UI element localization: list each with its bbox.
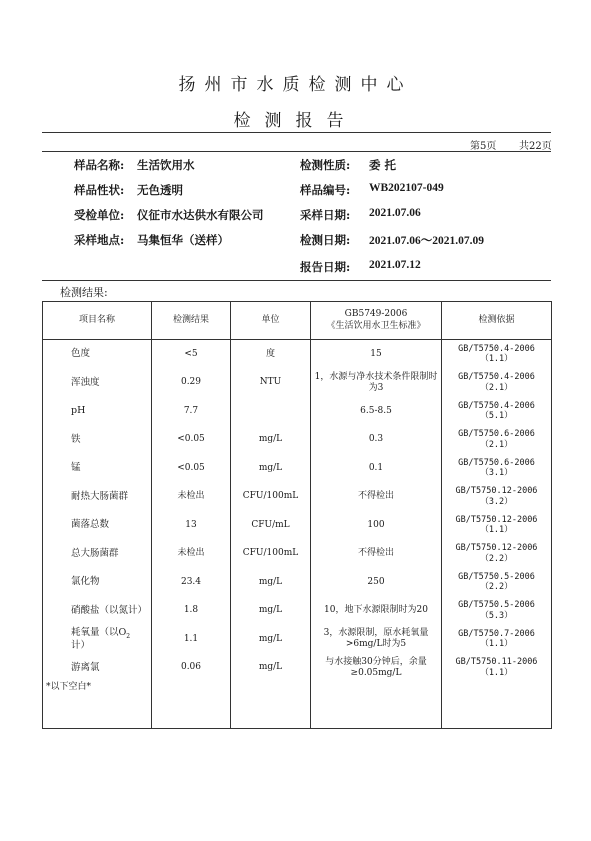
limit-value: 3，水源限制，原水耗氧量>6mg/L时为5 bbox=[311, 625, 442, 654]
result-value: 13 bbox=[152, 511, 231, 540]
limit-value: 1，水源与净水技术条件限制时为3 bbox=[311, 369, 442, 398]
unit-value: mg/L bbox=[231, 426, 311, 455]
blank-row bbox=[43, 682, 552, 729]
item-name: 锰 bbox=[43, 454, 152, 483]
limit-value: 0.1 bbox=[311, 454, 442, 483]
unit-value: CFU/100mL bbox=[231, 540, 311, 569]
standard-name: 《生活饮用水卫生标准》 bbox=[326, 320, 426, 331]
item-name-prefix: 耗氧量（以O bbox=[71, 626, 127, 638]
col-header-standard bbox=[311, 302, 442, 340]
client-value: 仪征市水达供水有限公司 bbox=[137, 208, 264, 222]
report-date-value: 2021.07.12 bbox=[369, 259, 421, 271]
basis-value: GB/T5750.5-2006（2.2） bbox=[442, 568, 552, 597]
unit-value: mg/L bbox=[231, 568, 311, 597]
item-name: 铁 bbox=[43, 426, 152, 455]
basis-value: GB/T5750.12-2006（3.2） bbox=[442, 483, 552, 512]
col-header-result: 检测结果 bbox=[152, 302, 231, 340]
unit-value bbox=[231, 397, 311, 426]
limit-value: 不得检出 bbox=[311, 483, 442, 512]
table-row bbox=[43, 597, 552, 626]
unit-value: mg/L bbox=[231, 654, 311, 683]
result-value: <0.05 bbox=[152, 454, 231, 483]
nature-label: 检测性质: bbox=[300, 158, 351, 172]
sample-no-value: WB202107-049 bbox=[369, 182, 444, 194]
table-row bbox=[43, 654, 552, 683]
page-number: 第5页 bbox=[470, 141, 497, 152]
item-name: 耐热大肠菌群 bbox=[43, 483, 152, 512]
sampling-date-label: 采样日期: bbox=[300, 208, 351, 222]
sample-state-label: 样品性状: bbox=[74, 183, 125, 197]
result-value: <5 bbox=[152, 340, 231, 369]
unit-value: NTU bbox=[231, 369, 311, 398]
table-row bbox=[43, 397, 552, 426]
results-section-label: 检测结果: bbox=[60, 286, 108, 299]
item-name: 菌落总数 bbox=[43, 511, 152, 540]
table-row bbox=[43, 625, 552, 654]
result-value: 7.7 bbox=[152, 397, 231, 426]
item-name: 色度 bbox=[43, 340, 152, 369]
result-value: 未检出 bbox=[152, 540, 231, 569]
item-name-suffix: 计） bbox=[71, 640, 91, 651]
footnote-blank: *以下空白* bbox=[43, 682, 152, 729]
basis-value: GB/T5750.6-2006（2.1） bbox=[442, 426, 552, 455]
doc-title: 检测报告 bbox=[233, 111, 358, 131]
table-row bbox=[43, 511, 552, 540]
basis-value: GB/T5750.12-2006（2.2） bbox=[442, 540, 552, 569]
table-row bbox=[43, 483, 552, 512]
test-date-label: 检测日期: bbox=[300, 233, 351, 247]
limit-value: 不得检出 bbox=[311, 540, 442, 569]
basis-value: GB/T5750.6-2006（3.1） bbox=[442, 454, 552, 483]
table-row bbox=[43, 426, 552, 455]
report-date-label: 报告日期: bbox=[300, 260, 351, 274]
limit-value: 250 bbox=[311, 568, 442, 597]
item-name bbox=[43, 625, 152, 654]
item-name: 硝酸盐（以氮计） bbox=[43, 597, 152, 626]
empty-cell bbox=[311, 682, 442, 729]
org-title: 扬州市水质检测中心 bbox=[178, 75, 413, 95]
limit-value: 与水接触30分钟后，余量≥0.05mg/L bbox=[311, 654, 442, 683]
result-value: 0.06 bbox=[152, 654, 231, 683]
item-name-subscript: 2 bbox=[126, 632, 131, 640]
unit-value: mg/L bbox=[231, 625, 311, 654]
basis-value: GB/T5750.4-2006（5.1） bbox=[442, 397, 552, 426]
table-row bbox=[43, 568, 552, 597]
limit-value: 15 bbox=[311, 340, 442, 369]
results-header-row bbox=[43, 302, 552, 340]
standard-code: GB5749-2006 bbox=[344, 309, 408, 320]
item-name: 浑浊度 bbox=[43, 369, 152, 398]
unit-value: CFU/mL bbox=[231, 511, 311, 540]
results-table bbox=[42, 301, 552, 729]
basis-value: GB/T5750.11-2006（1.1） bbox=[442, 654, 552, 683]
limit-value: 0.3 bbox=[311, 426, 442, 455]
result-value: 0.29 bbox=[152, 369, 231, 398]
sample-name-value: 生活饮用水 bbox=[137, 158, 195, 172]
result-value: 1.8 bbox=[152, 597, 231, 626]
unit-value: mg/L bbox=[231, 597, 311, 626]
col-header-basis: 检测依据 bbox=[442, 302, 552, 340]
table-row bbox=[43, 340, 552, 369]
result-value: 1.1 bbox=[152, 625, 231, 654]
basis-value: GB/T5750.4-2006（2.1） bbox=[442, 369, 552, 398]
page-divider bbox=[42, 151, 551, 152]
sample-no-label: 样品编号: bbox=[300, 183, 351, 197]
table-row bbox=[43, 369, 552, 398]
empty-cell bbox=[231, 682, 311, 729]
sampling-date-value: 2021.07.06 bbox=[369, 207, 421, 219]
item-name: pH bbox=[43, 397, 152, 426]
basis-value: GB/T5750.12-2006（1.1） bbox=[442, 511, 552, 540]
basis-value: GB/T5750.7-2006（1.1） bbox=[442, 625, 552, 654]
sample-state-value: 无色透明 bbox=[137, 183, 183, 197]
sample-name-label: 样品名称: bbox=[74, 158, 125, 172]
empty-cell bbox=[152, 682, 231, 729]
test-date-value: 2021.07.06～2021.07.09 bbox=[369, 235, 484, 247]
location-value: 马集恒华（送样） bbox=[137, 233, 229, 247]
table-row bbox=[43, 540, 552, 569]
header-divider bbox=[42, 132, 551, 133]
limit-value: 6.5-8.5 bbox=[311, 397, 442, 426]
limit-value: 100 bbox=[311, 511, 442, 540]
client-label: 受检单位: bbox=[74, 208, 125, 222]
item-name: 游离氯 bbox=[43, 654, 152, 683]
results-divider bbox=[42, 280, 551, 281]
result-value: 未检出 bbox=[152, 483, 231, 512]
item-name: 总大肠菌群 bbox=[43, 540, 152, 569]
unit-value: mg/L bbox=[231, 454, 311, 483]
col-header-unit: 单位 bbox=[231, 302, 311, 340]
empty-cell bbox=[442, 682, 552, 729]
table-row bbox=[43, 454, 552, 483]
result-value: 23.4 bbox=[152, 568, 231, 597]
limit-value: 10，地下水源限制时为20 bbox=[311, 597, 442, 626]
col-header-item: 项目名称 bbox=[43, 302, 152, 340]
page-total: 共22页 bbox=[519, 141, 552, 152]
unit-value: CFU/100mL bbox=[231, 483, 311, 512]
basis-value: GB/T5750.5-2006（5.3） bbox=[442, 597, 552, 626]
basis-value: GB/T5750.4-2006（1.1） bbox=[442, 340, 552, 369]
nature-value: 委 托 bbox=[369, 158, 397, 172]
result-value: <0.05 bbox=[152, 426, 231, 455]
unit-value: 度 bbox=[231, 340, 311, 369]
location-label: 采样地点: bbox=[74, 233, 125, 247]
item-name: 氯化物 bbox=[43, 568, 152, 597]
